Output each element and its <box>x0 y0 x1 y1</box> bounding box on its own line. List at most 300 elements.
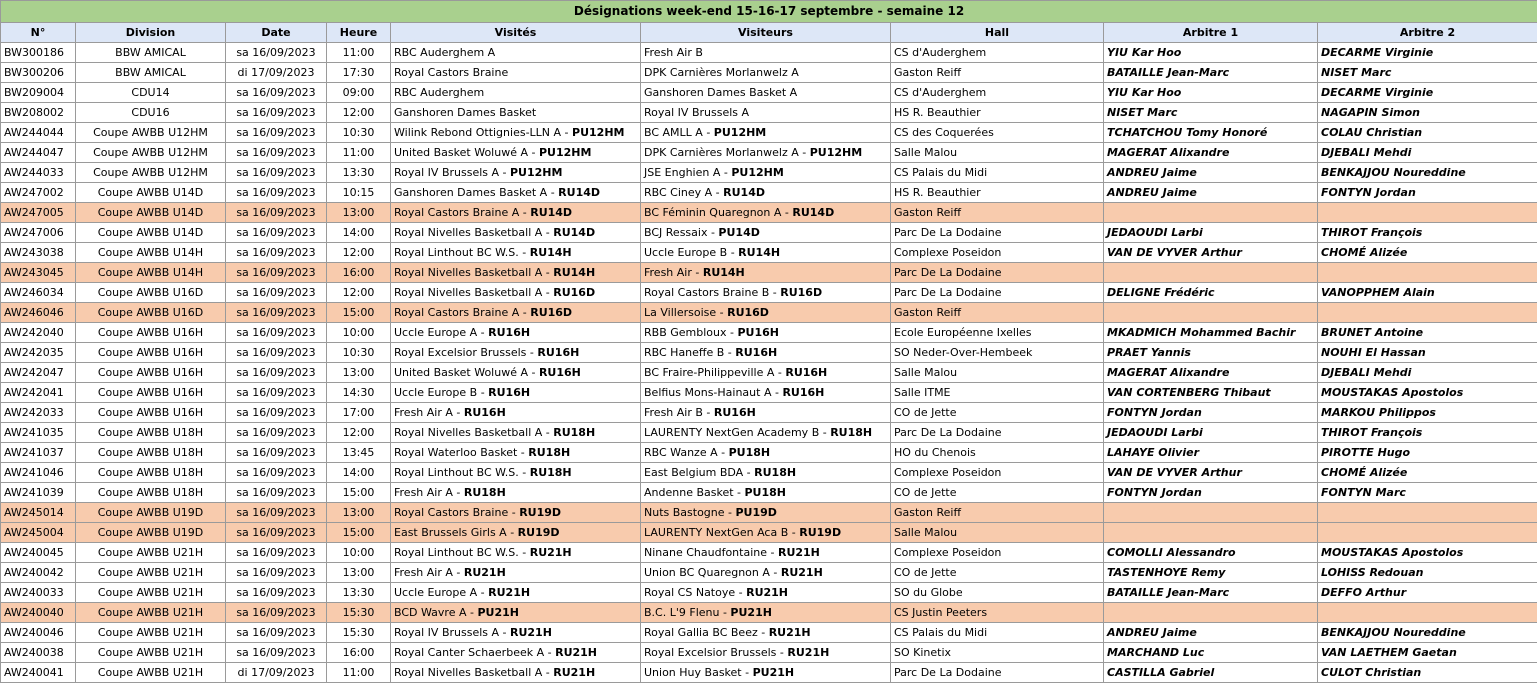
cell-referee-1 <box>1104 523 1318 543</box>
sheet-title: Désignations week-end 15-16-17 septembre - semaine 12 <box>1 1 1537 23</box>
cell-time: 15:30 <box>327 603 391 623</box>
table-row <box>1 563 1537 583</box>
home-team-category: RU16H <box>538 366 581 379</box>
cell-hall: HS R. Beauthier <box>891 183 1104 203</box>
cell-referee-2: LOHISS Redouan <box>1318 563 1537 583</box>
cell-referee-1: JEDAOUDI Larbi <box>1104 423 1318 443</box>
cell-away-team <box>641 503 891 523</box>
cell-referee-2: MARKOU Philippos <box>1318 403 1537 423</box>
cell-time: 10:00 <box>327 543 391 563</box>
table-row <box>1 663 1537 683</box>
home-team-name: RBC Auderghem A <box>394 46 496 59</box>
table-row <box>1 263 1537 283</box>
away-team-category: RU21H <box>768 626 811 639</box>
cell-hall: CS Palais du Midi <box>891 623 1104 643</box>
cell-date: sa 16/09/2023 <box>226 203 327 223</box>
cell-referee-2: VAN LAETHEM Gaetan <box>1318 643 1537 663</box>
cell-time: 16:00 <box>327 643 391 663</box>
cell-time: 16:00 <box>327 263 391 283</box>
table-row <box>1 403 1537 423</box>
home-team-category: RU14D <box>530 206 573 219</box>
cell-hall: Parc De La Dodaine <box>891 423 1104 443</box>
cell-away-team <box>641 463 891 483</box>
home-team-category: RU16D <box>553 286 596 299</box>
cell-hall: CS Palais du Midi <box>891 163 1104 183</box>
cell-hall: Parc De La Dodaine <box>891 663 1104 683</box>
cell-date: sa 16/09/2023 <box>226 383 327 403</box>
cell-referee-1: BATAILLE Jean-Marc <box>1104 583 1318 603</box>
table-row <box>1 183 1537 203</box>
cell-time: 12:00 <box>327 423 391 443</box>
cell-time: 15:00 <box>327 483 391 503</box>
cell-division: BBW AMICAL <box>76 63 226 83</box>
cell-date: sa 16/09/2023 <box>226 583 327 603</box>
away-team-category: RU16H <box>713 406 756 419</box>
cell-date: sa 16/09/2023 <box>226 523 327 543</box>
cell-referee-1: FONTYN Jordan <box>1104 403 1318 423</box>
cell-referee-2: MOUSTAKAS Apostolos <box>1318 543 1537 563</box>
cell-hall: CO de Jette <box>891 483 1104 503</box>
cell-date: sa 16/09/2023 <box>226 463 327 483</box>
cell-time: 10:30 <box>327 343 391 363</box>
cell-date: sa 16/09/2023 <box>226 163 327 183</box>
away-team-name: Royal IV Brussels A <box>644 106 750 119</box>
cell-home-team <box>391 583 641 603</box>
cell-time: 09:00 <box>327 83 391 103</box>
home-team-name: Royal Linthout BC W.S. - <box>394 246 530 259</box>
home-team-name: Royal IV Brussels A - <box>394 626 510 639</box>
away-team-name: RBC Wanze A - <box>644 446 729 459</box>
home-team-category: RU21H <box>463 566 506 579</box>
home-team-name: Fresh Air A - <box>394 566 464 579</box>
cell-division: Coupe AWBB U19D <box>76 523 226 543</box>
cell-time: 14:00 <box>327 463 391 483</box>
cell-referee-2: DECARME Virginie <box>1318 43 1537 63</box>
cell-referee-1: MKADMICH Mohammed Bachir <box>1104 323 1318 343</box>
cell-date: sa 16/09/2023 <box>226 543 327 563</box>
away-team-name: Royal Castors Braine B - <box>644 286 781 299</box>
home-team-name: Fresh Air A - <box>394 486 464 499</box>
cell-away-team <box>641 443 891 463</box>
cell-referee-1: TCHATCHOU Tomy Honoré <box>1104 123 1318 143</box>
cell-hall: Salle Malou <box>891 523 1104 543</box>
cell-hall: Salle Malou <box>891 143 1104 163</box>
cell-home-team <box>391 163 641 183</box>
cell-number: AW241039 <box>1 483 76 503</box>
cell-referee-2: PIROTTE Hugo <box>1318 443 1537 463</box>
cell-division: Coupe AWBB U14H <box>76 243 226 263</box>
cell-number: BW300186 <box>1 43 76 63</box>
cell-referee-1 <box>1104 303 1318 323</box>
cell-referee-2: THIROT François <box>1318 423 1537 443</box>
cell-away-team <box>641 203 891 223</box>
cell-number: AW242047 <box>1 363 76 383</box>
home-team-name: United Basket Woluwé A - <box>394 146 539 159</box>
away-team-name: RBC Ciney A - <box>644 186 724 199</box>
cell-date: sa 16/09/2023 <box>226 603 327 623</box>
home-team-name: Royal Castors Braine - <box>394 506 520 519</box>
home-team-name: Uccle Europe A - <box>394 586 489 599</box>
cell-number: AW245014 <box>1 503 76 523</box>
cell-referee-1: CASTILLA Gabriel <box>1104 663 1318 683</box>
cell-number: AW241046 <box>1 463 76 483</box>
cell-hall: Complexe Poseidon <box>891 543 1104 563</box>
cell-referee-2 <box>1318 263 1537 283</box>
cell-number: AW242040 <box>1 323 76 343</box>
cell-number: AW244044 <box>1 123 76 143</box>
cell-division: Coupe AWBB U16D <box>76 303 226 323</box>
away-team-name: JSE Enghien A - <box>644 166 732 179</box>
table-row <box>1 343 1537 363</box>
away-team-category: RU21H <box>787 646 830 659</box>
cell-referee-1: VAN CORTENBERG Thibaut <box>1104 383 1318 403</box>
table-row <box>1 543 1537 563</box>
cell-number: AW240046 <box>1 623 76 643</box>
title-row <box>1 1 1537 23</box>
cell-division: Coupe AWBB U12HM <box>76 163 226 183</box>
cell-number: AW245004 <box>1 523 76 543</box>
cell-number: AW242035 <box>1 343 76 363</box>
table-row <box>1 163 1537 183</box>
cell-time: 11:00 <box>327 43 391 63</box>
cell-home-team <box>391 303 641 323</box>
cell-home-team <box>391 43 641 63</box>
cell-division: BBW AMICAL <box>76 43 226 63</box>
home-team-category: PU12HM <box>572 126 625 139</box>
away-team-category: RU21H <box>780 566 823 579</box>
home-team-category: RU19D <box>519 506 562 519</box>
cell-referee-1 <box>1104 203 1318 223</box>
cell-referee-2: COLAU Christian <box>1318 123 1537 143</box>
cell-number: AW244033 <box>1 163 76 183</box>
header-referee-2: Arbitre 2 <box>1318 23 1537 43</box>
cell-away-team <box>641 123 891 143</box>
table-row <box>1 583 1537 603</box>
away-team-category: RU14D <box>723 186 765 199</box>
cell-number: AW240040 <box>1 603 76 623</box>
away-team-name: DPK Carnières Morlanwelz A - <box>644 146 810 159</box>
cell-date: di 17/09/2023 <box>226 63 327 83</box>
cell-hall: HS R. Beauthier <box>891 103 1104 123</box>
cell-referee-1 <box>1104 263 1318 283</box>
cell-referee-1: LAHAYE Olivier <box>1104 443 1318 463</box>
cell-division: Coupe AWBB U12HM <box>76 123 226 143</box>
cell-away-team <box>641 83 891 103</box>
away-team-category: PU12HM <box>713 126 767 139</box>
cell-hall: Gaston Reiff <box>891 303 1104 323</box>
away-team-name: Ganshoren Dames Basket A <box>644 86 798 99</box>
home-team-name: United Basket Woluwé A - <box>394 366 539 379</box>
cell-home-team <box>391 663 641 683</box>
away-team-category: PU18H <box>744 486 787 499</box>
away-team-name: Fresh Air - <box>644 266 703 279</box>
cell-referee-1: NISET Marc <box>1104 103 1318 123</box>
cell-division: Coupe AWBB U18H <box>76 423 226 443</box>
cell-referee-2: BRUNET Antoine <box>1318 323 1537 343</box>
cell-time: 13:00 <box>327 563 391 583</box>
cell-referee-2 <box>1318 503 1537 523</box>
table-row <box>1 523 1537 543</box>
away-team-category: PU21H <box>752 666 795 679</box>
cell-date: sa 16/09/2023 <box>226 103 327 123</box>
cell-referee-2: MOUSTAKAS Apostolos <box>1318 383 1537 403</box>
cell-referee-2: CHOMÉ Alizée <box>1318 463 1537 483</box>
cell-referee-2: DJEBALI Mehdi <box>1318 363 1537 383</box>
home-team-category: RU16H <box>488 326 531 339</box>
cell-home-team <box>391 103 641 123</box>
header-home-team: Visités <box>391 23 641 43</box>
cell-referee-1: YIU Kar Hoo <box>1104 83 1318 103</box>
cell-home-team <box>391 143 641 163</box>
table-row <box>1 323 1537 343</box>
cell-referee-2 <box>1318 523 1537 543</box>
away-team-category: RU18H <box>830 426 873 439</box>
home-team-category: RU21H <box>488 586 531 599</box>
cell-referee-1: MAGERAT Alixandre <box>1104 143 1318 163</box>
home-team-category: RU14H <box>529 246 572 259</box>
away-team-category: RU16H <box>782 386 825 399</box>
cell-date: sa 16/09/2023 <box>226 43 327 63</box>
table-row <box>1 503 1537 523</box>
away-team-name: Uccle Europe B - <box>644 246 739 259</box>
cell-away-team <box>641 563 891 583</box>
cell-home-team <box>391 263 641 283</box>
away-team-name: East Belgium BDA - <box>644 466 755 479</box>
cell-referee-2: CULOT Christian <box>1318 663 1537 683</box>
away-team-name: Union BC Quaregnon A - <box>644 566 781 579</box>
cell-hall: SO Neder-Over-Hembeek <box>891 343 1104 363</box>
header-time: Heure <box>327 23 391 43</box>
away-team-category: RU19D <box>799 526 842 539</box>
away-team-name: La Villersoise - <box>644 306 728 319</box>
cell-away-team <box>641 543 891 563</box>
away-team-name: Andenne Basket - <box>644 486 745 499</box>
home-team-name: Royal Canter Schaerbeek A - <box>394 646 556 659</box>
cell-away-team <box>641 523 891 543</box>
home-team-name: BCD Wavre A - <box>394 606 478 619</box>
cell-number: AW241037 <box>1 443 76 463</box>
cell-time: 13:00 <box>327 503 391 523</box>
home-team-name: Royal Nivelles Basketball A - <box>394 266 554 279</box>
cell-home-team <box>391 543 641 563</box>
cell-home-team <box>391 243 641 263</box>
cell-date: sa 16/09/2023 <box>226 83 327 103</box>
header-away-team: Visiteurs <box>641 23 891 43</box>
cell-referee-2: DECARME Virginie <box>1318 83 1537 103</box>
cell-division: Coupe AWBB U18H <box>76 463 226 483</box>
cell-home-team <box>391 643 641 663</box>
home-team-category: RU14D <box>553 226 596 239</box>
cell-referee-1: YIU Kar Hoo <box>1104 43 1318 63</box>
cell-hall: Complexe Poseidon <box>891 243 1104 263</box>
cell-referee-2: FONTYN Jordan <box>1318 183 1537 203</box>
cell-time: 14:30 <box>327 383 391 403</box>
table-row <box>1 123 1537 143</box>
cell-time: 10:15 <box>327 183 391 203</box>
cell-division: Coupe AWBB U21H <box>76 583 226 603</box>
cell-number: AW244047 <box>1 143 76 163</box>
cell-away-team <box>641 103 891 123</box>
home-team-name: Wilink Rebond Ottignies-LLN A - <box>394 126 573 139</box>
table-row <box>1 43 1537 63</box>
cell-away-team <box>641 263 891 283</box>
cell-date: sa 16/09/2023 <box>226 283 327 303</box>
home-team-name: Royal Nivelles Basketball A - <box>394 226 554 239</box>
cell-division: Coupe AWBB U12HM <box>76 143 226 163</box>
home-team-category: RU21H <box>529 546 572 559</box>
cell-referee-1 <box>1104 603 1318 623</box>
away-team-name: RBB Gembloux - <box>644 326 738 339</box>
cell-hall: CO de Jette <box>891 403 1104 423</box>
cell-division: Coupe AWBB U16H <box>76 383 226 403</box>
away-team-category: RU21H <box>777 546 820 559</box>
cell-home-team <box>391 123 641 143</box>
cell-referee-1: TASTENHOYE Remy <box>1104 563 1318 583</box>
cell-date: sa 16/09/2023 <box>226 443 327 463</box>
cell-number: AW247006 <box>1 223 76 243</box>
home-team-name: Royal IV Brussels A - <box>394 166 510 179</box>
cell-away-team <box>641 483 891 503</box>
cell-number: AW242041 <box>1 383 76 403</box>
cell-away-team <box>641 343 891 363</box>
home-team-category: PU12HM <box>510 166 563 179</box>
cell-away-team <box>641 383 891 403</box>
home-team-name: Ganshoren Dames Basket A - <box>394 186 559 199</box>
table-row <box>1 363 1537 383</box>
home-team-category: RU16D <box>530 306 573 319</box>
table-row <box>1 223 1537 243</box>
cell-referee-2: BENKAJJOU Noureddine <box>1318 623 1537 643</box>
cell-number: AW242033 <box>1 403 76 423</box>
cell-referee-1: COMOLLI Alessandro <box>1104 543 1318 563</box>
cell-hall: CS Justin Peeters <box>891 603 1104 623</box>
cell-referee-1: BATAILLE Jean-Marc <box>1104 63 1318 83</box>
cell-number: AW240041 <box>1 663 76 683</box>
cell-hall: SO Kinetix <box>891 643 1104 663</box>
cell-date: sa 16/09/2023 <box>226 423 327 443</box>
away-team-category: RU14H <box>702 266 745 279</box>
cell-referee-2: THIROT François <box>1318 223 1537 243</box>
cell-date: sa 16/09/2023 <box>226 123 327 143</box>
cell-referee-2: BENKAJJOU Noureddine <box>1318 163 1537 183</box>
home-team-name: Royal Nivelles Basketball A - <box>394 426 554 439</box>
cell-away-team <box>641 423 891 443</box>
away-team-category: RU18H <box>754 466 797 479</box>
cell-date: sa 16/09/2023 <box>226 363 327 383</box>
cell-home-team <box>391 443 641 463</box>
cell-referee-1: MARCHAND Luc <box>1104 643 1318 663</box>
table-row <box>1 243 1537 263</box>
cell-away-team <box>641 63 891 83</box>
away-team-name: Belfius Mons-Hainaut A - <box>644 386 783 399</box>
home-team-name: Royal Linthout BC W.S. - <box>394 466 530 479</box>
cell-home-team <box>391 523 641 543</box>
cell-home-team <box>391 603 641 623</box>
cell-division: Coupe AWBB U18H <box>76 483 226 503</box>
table-row <box>1 63 1537 83</box>
cell-division: Coupe AWBB U19D <box>76 503 226 523</box>
home-team-name: RBC Auderghem <box>394 86 485 99</box>
cell-time: 14:00 <box>327 223 391 243</box>
home-team-name: Fresh Air A - <box>394 406 464 419</box>
away-team-name: Fresh Air B - <box>644 406 714 419</box>
cell-away-team <box>641 303 891 323</box>
table-row <box>1 383 1537 403</box>
cell-referee-1: ANDREU Jaime <box>1104 623 1318 643</box>
table-row <box>1 623 1537 643</box>
home-team-category: RU18H <box>463 486 506 499</box>
away-team-category: RU21H <box>746 586 789 599</box>
cell-date: sa 16/09/2023 <box>226 243 327 263</box>
cell-number: AW247002 <box>1 183 76 203</box>
cell-number: BW300206 <box>1 63 76 83</box>
cell-referee-2 <box>1318 303 1537 323</box>
cell-hall: Gaston Reiff <box>891 203 1104 223</box>
cell-division: Coupe AWBB U16D <box>76 283 226 303</box>
table-row <box>1 203 1537 223</box>
home-team-category: RU18H <box>528 446 571 459</box>
cell-time: 12:00 <box>327 283 391 303</box>
cell-hall: Gaston Reiff <box>891 503 1104 523</box>
cell-time: 13:45 <box>327 443 391 463</box>
home-team-category: RU19D <box>517 526 560 539</box>
away-team-name: Nuts Bastogne - <box>644 506 736 519</box>
home-team-category: PU21H <box>477 606 519 619</box>
cell-time: 13:30 <box>327 163 391 183</box>
cell-date: sa 16/09/2023 <box>226 263 327 283</box>
cell-home-team <box>391 403 641 423</box>
table-row <box>1 303 1537 323</box>
cell-time: 13:30 <box>327 583 391 603</box>
away-team-category: PU14D <box>718 226 760 239</box>
cell-hall: CO de Jette <box>891 563 1104 583</box>
cell-time: 13:00 <box>327 363 391 383</box>
home-team-name: Royal Castors Braine A - <box>394 206 531 219</box>
cell-date: sa 16/09/2023 <box>226 623 327 643</box>
cell-date: sa 16/09/2023 <box>226 643 327 663</box>
cell-hall: Gaston Reiff <box>891 63 1104 83</box>
cell-division: Coupe AWBB U16H <box>76 343 226 363</box>
cell-home-team <box>391 563 641 583</box>
home-team-name: Uccle Europe B - <box>394 386 489 399</box>
cell-referee-1: JEDAOUDI Larbi <box>1104 223 1318 243</box>
cell-number: BW208002 <box>1 103 76 123</box>
cell-division: Coupe AWBB U21H <box>76 623 226 643</box>
cell-number: AW241035 <box>1 423 76 443</box>
header-division: Division <box>76 23 226 43</box>
cell-date: sa 16/09/2023 <box>226 143 327 163</box>
home-team-category: RU21H <box>553 666 596 679</box>
cell-hall: CS d'Auderghem <box>891 43 1104 63</box>
cell-home-team <box>391 463 641 483</box>
home-team-category: RU16H <box>537 346 580 359</box>
cell-time: 15:30 <box>327 623 391 643</box>
cell-away-team <box>641 43 891 63</box>
cell-number: AW240042 <box>1 563 76 583</box>
home-team-category: RU18H <box>553 426 596 439</box>
away-team-name: Royal CS Natoye - <box>644 586 747 599</box>
header-number: N° <box>1 23 76 43</box>
cell-number: AW243038 <box>1 243 76 263</box>
cell-date: sa 16/09/2023 <box>226 483 327 503</box>
cell-referee-2: NOUHI El Hassan <box>1318 343 1537 363</box>
away-team-category: PU12HM <box>731 166 784 179</box>
away-team-name: LAURENTY NextGen Aca B - <box>644 526 800 539</box>
cell-time: 11:00 <box>327 143 391 163</box>
cell-number: AW243045 <box>1 263 76 283</box>
away-team-category: PU16H <box>737 326 779 339</box>
home-team-category: RU21H <box>555 646 598 659</box>
